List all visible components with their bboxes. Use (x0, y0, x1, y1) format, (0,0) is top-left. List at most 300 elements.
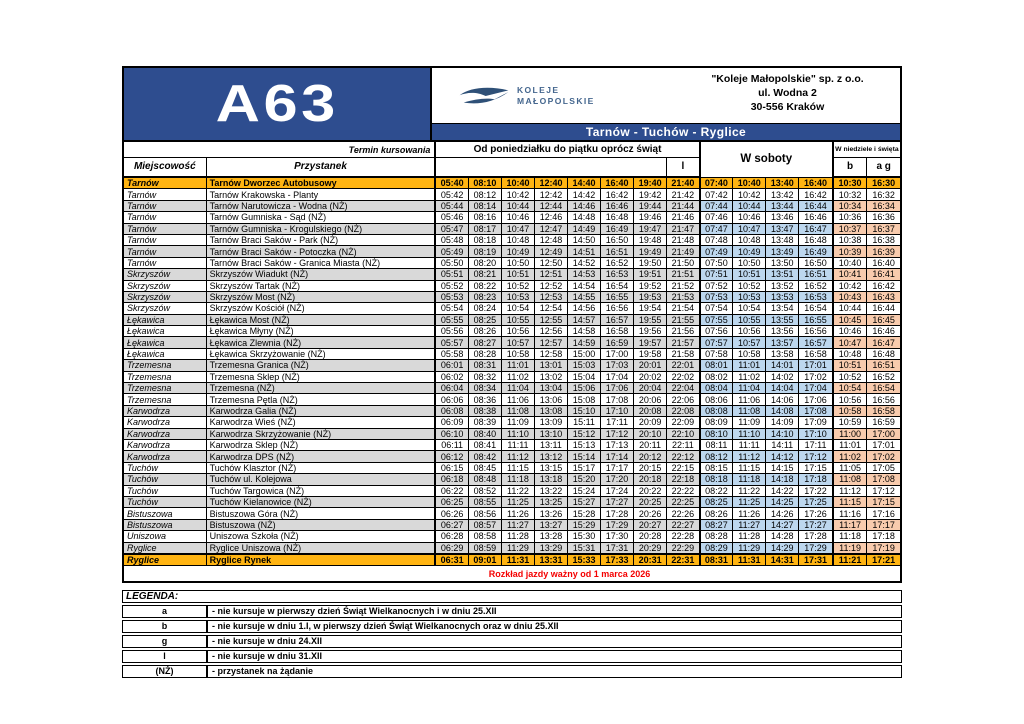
time-cell: 16:48 (601, 212, 634, 223)
time-cell: 08:22 (468, 280, 501, 291)
time-cell: 14:59 (568, 337, 601, 348)
time-cell: 08:48 (468, 474, 501, 485)
time-cell: 05:53 (435, 291, 468, 302)
time-cell: 19:49 (634, 246, 667, 257)
time-cell: 10:50 (501, 257, 534, 268)
time-cell: 13:47 (766, 223, 799, 234)
legend-row (122, 650, 902, 663)
time-cell: 13:06 (534, 394, 567, 405)
time-cell: 11:12 (833, 485, 867, 496)
time-cell: 08:11 (700, 439, 733, 450)
time-cell: 10:51 (733, 269, 766, 280)
time-cell: 13:31 (534, 554, 567, 566)
place-cell: Tarnów (123, 189, 206, 200)
time-cell: 17:08 (601, 394, 634, 405)
place-cell: Trzemesna (123, 371, 206, 382)
stop-cell: Trzemesna (NŻ) (206, 383, 435, 394)
time-cell: 17:10 (799, 428, 833, 439)
place-cell: Bistuszowa (123, 508, 206, 519)
time-cell: 16:57 (799, 337, 833, 348)
stop-row (123, 439, 901, 450)
time-cell: 05:50 (435, 257, 468, 268)
time-cell: 17:28 (799, 531, 833, 542)
route-number-banner (124, 68, 432, 140)
time-cell: 17:12 (601, 428, 634, 439)
stop-row (123, 451, 901, 462)
time-cell: 22:02 (667, 371, 700, 382)
time-cell: 17:19 (867, 542, 901, 554)
time-cell: 11:00 (833, 428, 867, 439)
time-cell: 13:54 (766, 303, 799, 314)
stop-cell: Tarnów Krakowska - Planty (206, 189, 435, 200)
logo-wordmark (517, 85, 595, 106)
stop-row (123, 326, 901, 337)
time-cell: 13:26 (534, 508, 567, 519)
time-cell: 10:59 (833, 417, 867, 428)
time-cell: 10:46 (833, 326, 867, 337)
time-cell: 21:51 (667, 269, 700, 280)
time-cell: 10:56 (733, 326, 766, 337)
logo-line2: MAŁOPOLSKIE (517, 95, 595, 106)
time-cell: 10:49 (733, 246, 766, 257)
time-cell: 16:38 (867, 234, 901, 245)
legend-row (122, 605, 902, 618)
time-cell: 08:17 (468, 223, 501, 234)
time-cell: 06:31 (435, 554, 468, 566)
time-cell: 05:56 (435, 326, 468, 337)
time-cell: 11:02 (501, 371, 534, 382)
time-cell: 10:58 (733, 348, 766, 359)
time-cell: 11:09 (501, 417, 534, 428)
time-cell: 15:29 (568, 519, 601, 530)
time-cell: 08:01 (700, 360, 733, 371)
time-cell: 16:58 (799, 348, 833, 359)
time-cell: 17:08 (799, 405, 833, 416)
time-cell: 17:00 (867, 428, 901, 439)
place-cell: Tarnów (123, 212, 206, 223)
stop-row (123, 383, 901, 394)
time-cell: 21:49 (667, 246, 700, 257)
place-cell: Łękawica (123, 337, 206, 348)
time-cell: 17:26 (799, 508, 833, 519)
legend-row (122, 620, 902, 633)
stop-cell: Tarnów Narutowicza - Wodna (NŻ) (206, 200, 435, 211)
time-cell: 11:22 (501, 485, 534, 496)
time-cell: 20:10 (634, 428, 667, 439)
time-cell: 10:30 (833, 177, 867, 189)
stop-cell: Tuchów Klasztor (NŻ) (206, 462, 435, 473)
time-cell: 15:31 (568, 542, 601, 554)
time-cell: 06:06 (435, 394, 468, 405)
time-cell: 14:54 (568, 280, 601, 291)
time-cell: 16:47 (867, 337, 901, 348)
time-cell: 10:47 (733, 223, 766, 234)
time-cell: 22:04 (667, 383, 700, 394)
validity-row (123, 566, 901, 583)
time-cell: 11:08 (733, 405, 766, 416)
logo-row (432, 68, 900, 123)
time-cell: 16:43 (867, 291, 901, 302)
time-cell: 10:52 (733, 280, 766, 291)
time-cell: 17:27 (799, 519, 833, 530)
time-cell: 20:15 (634, 462, 667, 473)
time-cell: 08:57 (468, 519, 501, 530)
time-cell: 10:49 (501, 246, 534, 257)
time-cell: 17:01 (867, 439, 901, 450)
time-cell: 19:58 (634, 348, 667, 359)
time-cell: 07:57 (700, 337, 733, 348)
time-cell: 13:52 (766, 280, 799, 291)
time-cell: 11:11 (733, 439, 766, 450)
time-cell: 12:53 (534, 291, 567, 302)
time-cell: 16:40 (601, 177, 634, 189)
time-cell: 22:11 (667, 439, 700, 450)
time-cell: 17:31 (799, 554, 833, 566)
time-cell: 20:26 (634, 508, 667, 519)
time-cell: 20:08 (634, 405, 667, 416)
stop-cell: Ryglice Uniszowa (NŻ) (206, 542, 435, 554)
termin-kursowania-label: Termin kursowania (123, 141, 435, 158)
time-cell: 21:57 (667, 337, 700, 348)
time-cell: 19:56 (634, 326, 667, 337)
time-cell: 11:17 (833, 519, 867, 530)
time-cell: 14:02 (766, 371, 799, 382)
time-cell: 10:39 (833, 246, 867, 257)
place-cell: Łękawica (123, 348, 206, 359)
time-cell: 06:02 (435, 371, 468, 382)
time-cell: 16:34 (867, 200, 901, 211)
place-cell: Karwodrza (123, 417, 206, 428)
time-cell: 16:47 (799, 223, 833, 234)
time-cell: 12:47 (534, 223, 567, 234)
time-cell: 14:49 (568, 223, 601, 234)
time-cell: 19:54 (634, 303, 667, 314)
route-title-bar (432, 123, 900, 140)
time-cell: 14:01 (766, 360, 799, 371)
time-cell: 17:06 (601, 383, 634, 394)
time-cell: 10:55 (501, 314, 534, 325)
time-cell: 06:22 (435, 485, 468, 496)
time-cell: 14:18 (766, 474, 799, 485)
place-cell: Skrzyszów (123, 269, 206, 280)
stop-row (123, 200, 901, 211)
time-cell: 16:40 (867, 257, 901, 268)
header-row-groups (123, 141, 901, 158)
time-cell: 11:19 (833, 542, 867, 554)
time-cell: 08:34 (468, 383, 501, 394)
time-cell: 17:11 (799, 439, 833, 450)
time-cell: 06:27 (435, 519, 468, 530)
legend-row (122, 665, 902, 678)
time-cell: 14:09 (766, 417, 799, 428)
stop-cell: Łękawica Zlewnia (NŻ) (206, 337, 435, 348)
time-cell: 10:53 (501, 291, 534, 302)
time-cell: 11:26 (733, 508, 766, 519)
time-cell: 17:18 (799, 474, 833, 485)
time-cell: 17:17 (867, 519, 901, 530)
time-cell: 16:54 (601, 280, 634, 291)
time-cell: 08:42 (468, 451, 501, 462)
time-cell: 10:36 (833, 212, 867, 223)
time-cell: 17:33 (601, 554, 634, 566)
stop-cell: Tarnów Gumniska - Krogulskiego (NŻ) (206, 223, 435, 234)
time-cell: 21:55 (667, 314, 700, 325)
stop-cell: Tuchów Targowica (NŻ) (206, 485, 435, 496)
time-cell: 07:44 (700, 200, 733, 211)
time-cell: 05:40 (435, 177, 468, 189)
time-cell: 17:21 (867, 554, 901, 566)
sunday-note-ag: a g (867, 158, 901, 178)
time-cell: 10:51 (833, 360, 867, 371)
time-cell: 15:06 (568, 383, 601, 394)
time-cell: 08:22 (700, 485, 733, 496)
time-cell: 10:44 (833, 303, 867, 314)
time-cell: 10:52 (833, 371, 867, 382)
stop-cell: Łękawica Most (NŻ) (206, 314, 435, 325)
time-cell: 15:27 (568, 496, 601, 507)
time-cell: 12:55 (534, 314, 567, 325)
time-cell: 14:31 (766, 554, 799, 566)
time-cell: 08:55 (468, 496, 501, 507)
place-cell: Karwodrza (123, 451, 206, 462)
time-cell: 05:52 (435, 280, 468, 291)
time-cell: 22:09 (667, 417, 700, 428)
time-cell: 08:10 (468, 177, 501, 189)
time-cell: 17:09 (799, 417, 833, 428)
time-cell: 19:57 (634, 337, 667, 348)
time-cell: 08:56 (468, 508, 501, 519)
stop-row (123, 508, 901, 519)
time-cell: 17:12 (867, 485, 901, 496)
time-cell: 10:46 (501, 212, 534, 223)
legend (122, 588, 902, 680)
place-cell: Łękawica (123, 326, 206, 337)
weekday-note-l: l (667, 158, 700, 178)
stop-row (123, 269, 901, 280)
time-cell: 08:15 (700, 462, 733, 473)
time-cell: 14:26 (766, 508, 799, 519)
time-cell: 06:10 (435, 428, 468, 439)
time-cell: 22:08 (667, 405, 700, 416)
time-cell: 10:42 (833, 280, 867, 291)
time-cell: 19:47 (634, 223, 667, 234)
time-cell: 13:09 (534, 417, 567, 428)
validity-text: Rozkład jazdy ważny od 1 marca 2026 (123, 566, 901, 583)
time-cell: 20:31 (634, 554, 667, 566)
time-cell: 07:46 (700, 212, 733, 223)
time-cell: 08:29 (700, 542, 733, 554)
time-cell: 21:53 (667, 291, 700, 302)
time-cell: 19:50 (634, 257, 667, 268)
time-cell: 11:08 (833, 474, 867, 485)
time-cell: 11:25 (501, 496, 534, 507)
time-cell: 20:04 (634, 383, 667, 394)
time-cell: 06:04 (435, 383, 468, 394)
time-cell: 10:55 (733, 314, 766, 325)
time-cell: 08:20 (468, 257, 501, 268)
stop-row (123, 189, 901, 200)
time-cell: 15:30 (568, 531, 601, 542)
stop-row (123, 246, 901, 257)
time-cell: 20:18 (634, 474, 667, 485)
time-cell: 11:05 (833, 462, 867, 473)
time-cell: 16:52 (799, 280, 833, 291)
time-cell: 10:58 (833, 405, 867, 416)
time-cell: 11:29 (733, 542, 766, 554)
time-cell: 08:36 (468, 394, 501, 405)
time-cell: 14:28 (766, 531, 799, 542)
time-cell: 05:44 (435, 200, 468, 211)
time-cell: 19:42 (634, 189, 667, 200)
time-cell: 07:40 (700, 177, 733, 189)
stop-row (123, 531, 901, 542)
time-cell: 17:04 (601, 371, 634, 382)
time-cell: 20:02 (634, 371, 667, 382)
time-cell: 11:04 (501, 383, 534, 394)
time-cell: 10:50 (733, 257, 766, 268)
time-cell: 08:19 (468, 246, 501, 257)
time-cell: 17:24 (601, 485, 634, 496)
time-cell: 14:22 (766, 485, 799, 496)
header-right (432, 68, 900, 140)
time-cell: 12:44 (534, 200, 567, 211)
stop-row (123, 417, 901, 428)
time-cell: 17:02 (799, 371, 833, 382)
stop-row (123, 234, 901, 245)
stop-row-terminal (123, 177, 901, 189)
time-cell: 12:58 (534, 348, 567, 359)
time-cell: 20:25 (634, 496, 667, 507)
time-cell: 21:46 (667, 212, 700, 223)
stop-cell: Karwodrza DPS (NŻ) (206, 451, 435, 462)
time-cell: 12:49 (534, 246, 567, 257)
time-cell: 08:10 (700, 428, 733, 439)
time-cell: 14:40 (568, 177, 601, 189)
time-cell: 17:29 (601, 519, 634, 530)
time-cell: 11:10 (501, 428, 534, 439)
time-cell: 08:25 (468, 314, 501, 325)
time-cell: 15:08 (568, 394, 601, 405)
time-cell: 13:48 (766, 234, 799, 245)
time-cell: 14:55 (568, 291, 601, 302)
time-cell: 13:51 (766, 269, 799, 280)
time-cell: 08:58 (468, 531, 501, 542)
time-cell: 13:44 (766, 200, 799, 211)
time-cell: 11:15 (733, 462, 766, 473)
time-cell: 13:04 (534, 383, 567, 394)
time-cell: 21:54 (667, 303, 700, 314)
time-cell: 22:12 (667, 451, 700, 462)
time-cell: 08:23 (468, 291, 501, 302)
time-cell: 05:54 (435, 303, 468, 314)
time-cell: 10:32 (833, 189, 867, 200)
saturday-group-header: W soboty (700, 141, 833, 177)
stop-row (123, 360, 901, 371)
time-cell: 19:55 (634, 314, 667, 325)
time-cell: 14:58 (568, 326, 601, 337)
time-cell: 16:49 (799, 246, 833, 257)
time-cell: 13:56 (766, 326, 799, 337)
stop-cell: Łękawica Młyny (NŻ) (206, 326, 435, 337)
stop-row (123, 519, 901, 530)
stop-cell: Tuchów ul. Kolejowa (206, 474, 435, 485)
stop-cell: Tarnów Gumniska - Sąd (NŻ) (206, 212, 435, 223)
time-cell: 16:42 (867, 280, 901, 291)
time-cell: 10:48 (833, 348, 867, 359)
time-cell: 07:58 (700, 348, 733, 359)
time-cell: 10:40 (501, 177, 534, 189)
time-cell: 16:39 (867, 246, 901, 257)
company-street: ul. Wodna 2 (758, 87, 817, 100)
time-cell: 08:28 (468, 348, 501, 359)
time-cell: 12:57 (534, 337, 567, 348)
time-cell: 07:54 (700, 303, 733, 314)
time-cell: 21:50 (667, 257, 700, 268)
time-cell: 10:37 (833, 223, 867, 234)
time-cell: 15:24 (568, 485, 601, 496)
stop-cell: Skrzyszów Most (NŻ) (206, 291, 435, 302)
time-cell: 17:08 (867, 474, 901, 485)
time-cell: 08:21 (468, 269, 501, 280)
time-cell: 06:11 (435, 439, 468, 450)
time-cell: 10:48 (501, 234, 534, 245)
time-cell: 16:52 (601, 257, 634, 268)
place-cell: Skrzyszów (123, 291, 206, 302)
time-cell: 17:01 (799, 360, 833, 371)
time-cell: 11:26 (501, 508, 534, 519)
time-cell: 17:12 (799, 451, 833, 462)
time-cell: 16:53 (799, 291, 833, 302)
time-cell: 11:31 (501, 554, 534, 566)
time-cell: 10:44 (733, 200, 766, 211)
legend-row (122, 635, 902, 648)
page-header (122, 66, 902, 140)
stop-row (123, 223, 901, 234)
company-address (680, 72, 895, 115)
time-cell: 14:51 (568, 246, 601, 257)
time-cell: 12:50 (534, 257, 567, 268)
time-cell: 10:38 (833, 234, 867, 245)
time-cell: 13:22 (534, 485, 567, 496)
time-cell: 08:14 (468, 200, 501, 211)
stop-row (123, 337, 901, 348)
time-cell: 11:12 (501, 451, 534, 462)
time-cell: 17:30 (601, 531, 634, 542)
time-cell: 11:27 (733, 519, 766, 530)
time-cell: 16:37 (867, 223, 901, 234)
time-cell: 15:14 (568, 451, 601, 462)
time-cell: 13:08 (534, 405, 567, 416)
place-cell: Trzemesna (123, 383, 206, 394)
time-cell: 15:20 (568, 474, 601, 485)
stop-row (123, 428, 901, 439)
timetable (122, 140, 902, 583)
time-cell: 13:02 (534, 371, 567, 382)
time-cell: 10:56 (833, 394, 867, 405)
time-cell: 11:08 (501, 405, 534, 416)
time-cell: 16:36 (867, 212, 901, 223)
time-cell: 07:55 (700, 314, 733, 325)
stop-row (123, 474, 901, 485)
time-cell: 16:51 (799, 269, 833, 280)
stop-cell: Tarnów Braci Saków - Park (NŻ) (206, 234, 435, 245)
time-cell: 16:59 (867, 417, 901, 428)
time-cell: 05:42 (435, 189, 468, 200)
time-cell: 13:10 (534, 428, 567, 439)
time-cell: 14:15 (766, 462, 799, 473)
logo-line1: KOLEJE (517, 84, 560, 95)
time-cell: 17:02 (867, 451, 901, 462)
